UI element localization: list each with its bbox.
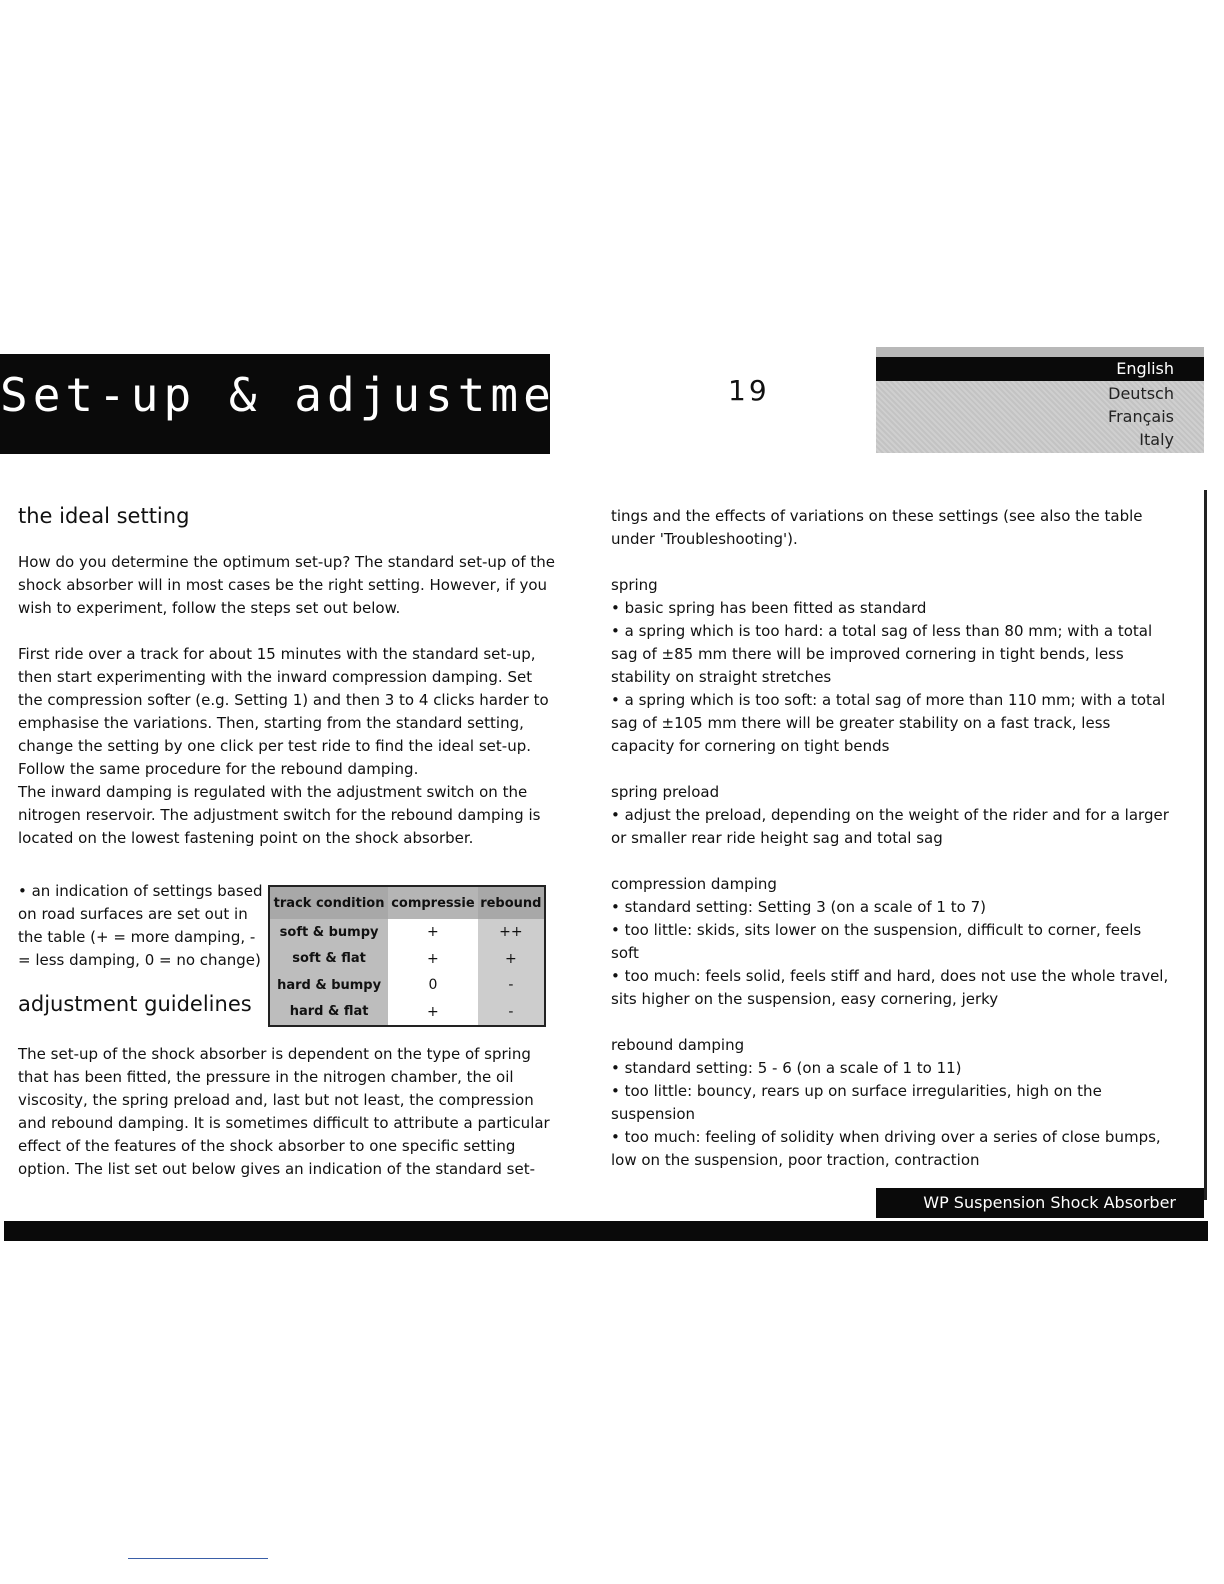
rebound-heading: rebound damping bbox=[611, 1036, 745, 1054]
paragraph: First ride over a track for about 15 minutes with the standard set-up, then start experimenting with the inward compression damping. Set the compression softer (e.g. Setting 1) and then 3 to 4 clicks harder to emphasise the variations. Then, starting from the standard setting, change the setting by one click per test ride to find the ideal set-up. Follow the same procedure for the rebound damping. bbox=[18, 645, 549, 778]
preload-heading: spring preload bbox=[611, 783, 720, 801]
table-cell: - bbox=[478, 972, 544, 999]
language-selector bbox=[876, 347, 1204, 453]
section-heading: the ideal setting bbox=[18, 504, 190, 528]
table-note bbox=[18, 880, 263, 972]
list-item: • too much: feels solid, feels stiff and hard, does not use the whole travel, sits higher on the suspension, easy cornering, jerky bbox=[611, 967, 1169, 1008]
table-cell: - bbox=[478, 999, 544, 1026]
list-item: • too much: feeling of solidity when driving over a series of close bumps, low on the suspension, poor traction, contraction bbox=[611, 1128, 1161, 1169]
section-heading: adjustment guidelines bbox=[18, 992, 252, 1016]
list-item: • adjust the preload, depending on the weight of the rider and for a larger or smaller rear ride height sag and total sag bbox=[611, 806, 1169, 847]
page-number: 19 bbox=[728, 374, 770, 407]
list-item: • basic spring has been fitted as standard bbox=[611, 599, 927, 617]
title-bar bbox=[0, 354, 622, 454]
table-cell: hard & flat bbox=[270, 999, 388, 1026]
table-header: compressie bbox=[388, 887, 478, 919]
paragraph: How do you determine the optimum set-up? The standard set-up of the shock absorber will in most cases be the right setting. However, if you wish to experiment, follow the steps set out below. bbox=[18, 553, 556, 617]
list-item: • too little: bouncy, rears up on surface irregularities, high on the suspension bbox=[611, 1082, 1102, 1123]
list-item: • too little: skids, sits lower on the suspension, difficult to corner, feels soft bbox=[611, 921, 1142, 962]
footer-label: WP Suspension Shock Absorber bbox=[876, 1188, 1204, 1218]
table-cell: ++ bbox=[478, 919, 544, 946]
language-active[interactable]: English bbox=[876, 357, 1204, 381]
list-item: • a spring which is too soft: a total sag of more than 110 mm; with a total sag of ±105 mm there will be greater stability on a fast track, less capacity for cornering on tight bends bbox=[611, 691, 1166, 755]
compression-heading: compression damping bbox=[611, 875, 777, 893]
table-cell: + bbox=[388, 999, 478, 1026]
language-italy[interactable]: Italy bbox=[1139, 430, 1174, 449]
language-deutsch[interactable]: Deutsch bbox=[1108, 384, 1174, 403]
bottom-divider bbox=[128, 1558, 268, 1559]
table-row bbox=[270, 999, 544, 1026]
table-cell: + bbox=[388, 946, 478, 973]
table-row bbox=[270, 946, 544, 973]
table-cell: + bbox=[478, 946, 544, 973]
table-cell: soft & bumpy bbox=[270, 919, 388, 946]
adjustment-table bbox=[268, 885, 546, 1027]
left-bottom-text bbox=[18, 1043, 558, 1181]
right-column bbox=[611, 505, 1171, 1172]
language-strip bbox=[876, 347, 1204, 357]
paragraph: The inward damping is regulated with the adjustment switch on the nitrogen reservoir. The adjustment switch for the rebound damping is located on the lowest fastening point on the shock absorber. bbox=[18, 783, 541, 847]
table-row bbox=[270, 919, 544, 946]
right-margin-rule bbox=[1204, 490, 1207, 1200]
left-column bbox=[18, 505, 558, 850]
page-title: Set-up & adjustment bbox=[0, 368, 622, 422]
list-item: • standard setting: 5 - 6 (on a scale of 1 to 11) bbox=[611, 1059, 962, 1077]
table-cell: soft & flat bbox=[270, 946, 388, 973]
bullet-item: • an indication of settings based on road surfaces are set out in the table (+ = more damping, - = less damping, 0 = no change) bbox=[18, 882, 263, 969]
table-cell: hard & bumpy bbox=[270, 972, 388, 999]
paragraph: The set-up of the shock absorber is dependent on the type of spring that has been fitted, the pressure in the nitrogen chamber, the oil viscosity, the spring preload and, last but not least, the compression and rebound damping. It is sometimes difficult to attribute a particular effect of the features of the shock absorber to one specific setting option. The list set out below gives an indication of the standard set- bbox=[18, 1045, 550, 1178]
table-header-row bbox=[270, 887, 544, 919]
list-item: • a spring which is too hard: a total sag of less than 80 mm; with a total sag of ±85 mm there will be improved cornering in tight bends, less stability on straight stretches bbox=[611, 622, 1153, 686]
list-item: • standard setting: Setting 3 (on a scale of 1 to 7) bbox=[611, 898, 986, 916]
table-cell: 0 bbox=[388, 972, 478, 999]
table-row bbox=[270, 972, 544, 999]
spring-heading: spring bbox=[611, 576, 658, 594]
table-cell: + bbox=[388, 919, 478, 946]
paragraph: tings and the effects of variations on these settings (see also the table under 'Troubleshooting'). bbox=[611, 507, 1143, 548]
table-header: rebound bbox=[478, 887, 544, 919]
table-header: track condition bbox=[270, 887, 388, 919]
footer-rule bbox=[4, 1221, 1208, 1241]
language-francais[interactable]: Français bbox=[1108, 407, 1174, 426]
